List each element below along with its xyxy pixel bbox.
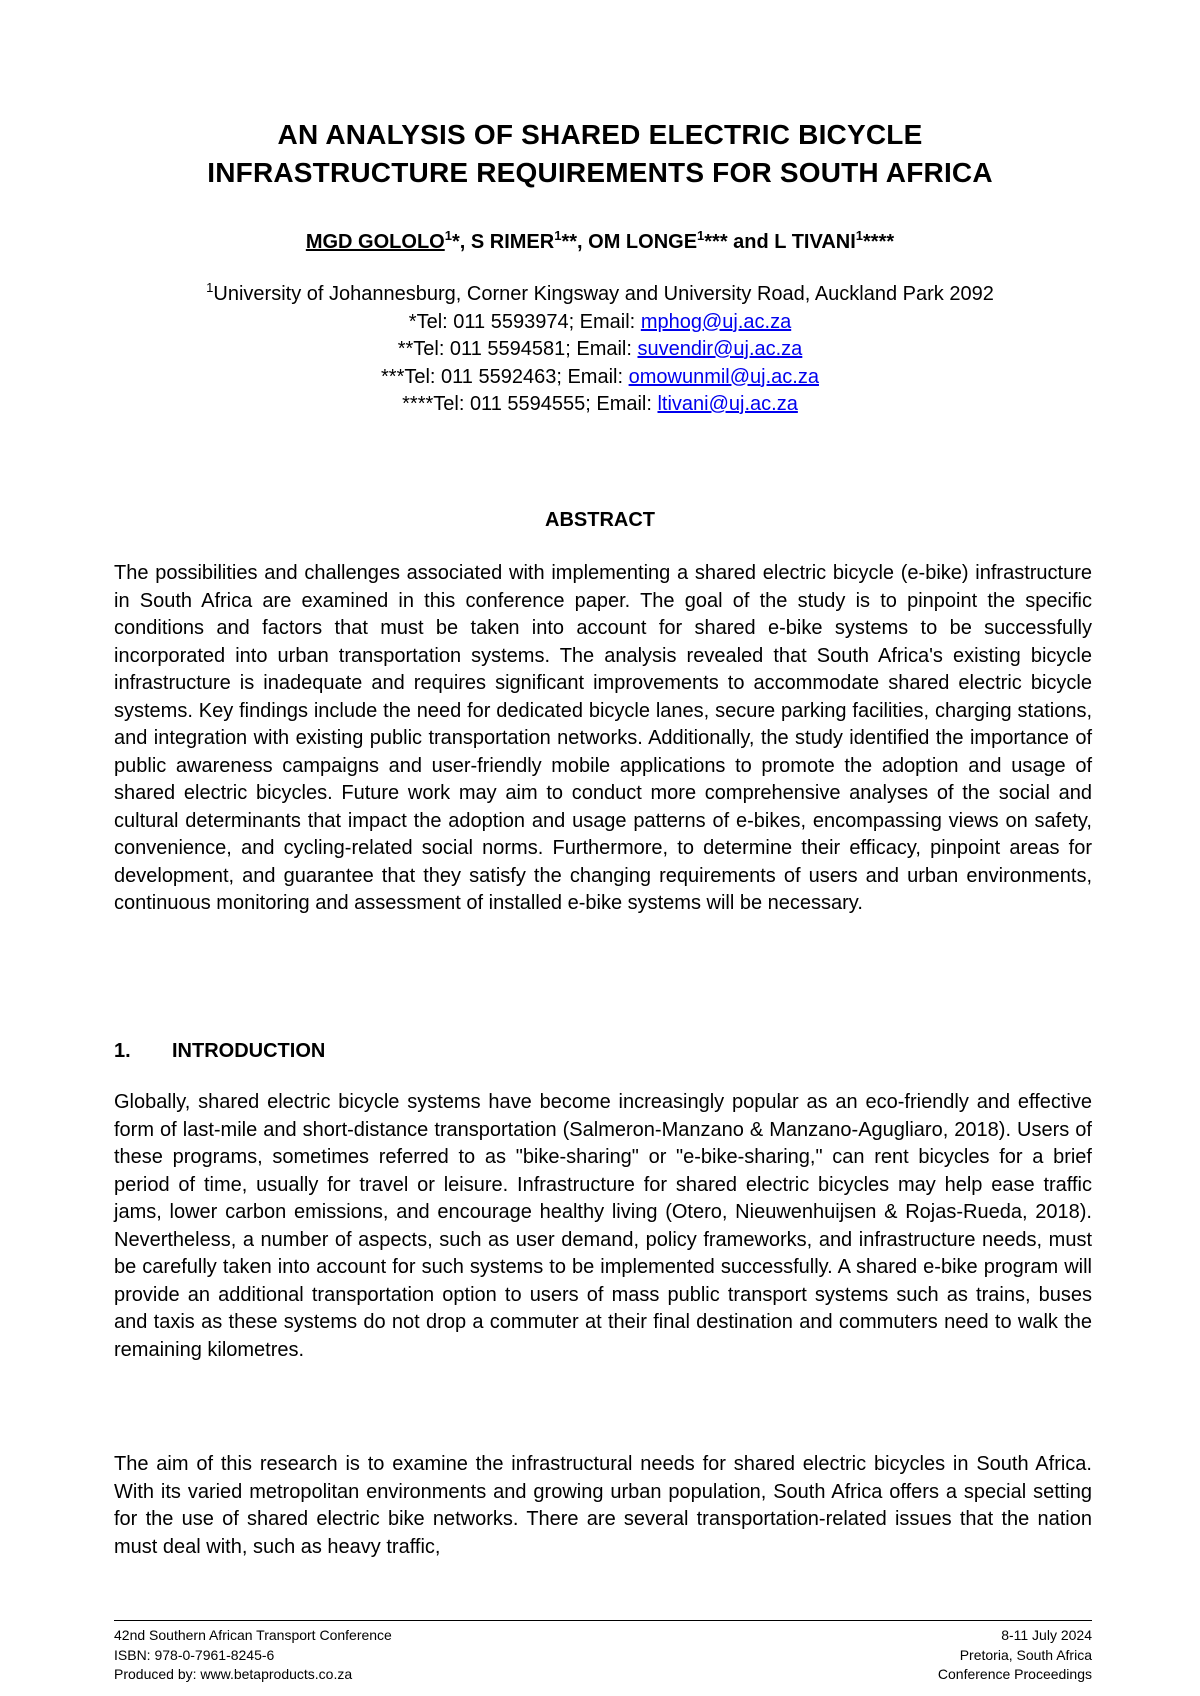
abstract-heading: ABSTRACT xyxy=(545,509,655,531)
contact-phone: ***Tel: 011 5592463; Email: xyxy=(381,365,629,388)
footer-isbn: ISBN: 978-0-7961-8245-6 xyxy=(114,1646,275,1663)
section-number: 1. xyxy=(114,1040,131,1062)
footer-location: Pretoria, South Africa xyxy=(959,1646,1092,1663)
email-link[interactable]: suvendir@uj.ac.za xyxy=(637,338,803,360)
contact-phone: *Tel: 011 5593974; Email: xyxy=(408,310,641,333)
title-line-2: INFRASTRUCTURE REQUIREMENTS FOR SOUTH AFRICA xyxy=(207,157,993,188)
affiliation-text: University of Johannesburg, Corner Kingsway and University Road, Auckland Park 2092 xyxy=(213,283,994,305)
author-marks: **** xyxy=(863,231,895,253)
affiliation-number: 1 xyxy=(206,280,214,295)
email-link[interactable]: omowunmil@uj.ac.za xyxy=(628,365,819,388)
section-heading-introduction xyxy=(114,1038,325,1064)
contact-phone: **Tel: 011 5594581; Email: xyxy=(397,338,638,360)
introduction-paragraph-1: Globally, shared electric bicycle systems have become increasingly popular as an eco-friendly and effective form of last-mile and short-distance transportation (Salmeron-Manzano & Manzano-Agugliaro, 2018). Users of these programs, sometimes referred to as "bike-sharing" or "e-bike-sharing," can rent bicycles for a brief period of time, usually for travel or leisure. Infrastructure for shared electric bicycles may help ease traffic jams, lower carbon emissions, and encourage healthy living (Otero, Nieuwenhuijsen & Rojas-Rueda, 2018). Nevertheless, a number of aspects, such as user demand, policy frameworks, and infrastructure needs, must be carefully taken into account for such systems to be implemented successfully. A shared e-bike program will provide an additional transportation option to users of mass public transport systems such as trains, buses and taxis as these systems do not drop a commuter at their final destination and commuters need to walk the remaining kilometres. xyxy=(114,1091,1092,1361)
introduction-paragraph-2: The aim of this research is to examine the infrastructural needs for shared electric bicycles in South Africa. With its varied metropolitan environments and growing urban population, South Africa offers a special setting for the use of shared electric bike networks. There are several transportation-related issues that the nation must deal with, such as heavy traffic, xyxy=(114,1453,1092,1558)
author-name: L TIVANI xyxy=(774,231,856,253)
contact-line xyxy=(0,336,1200,364)
contact-line xyxy=(0,391,1200,419)
author-name: S RIMER xyxy=(470,231,555,253)
title-line-1: AN ANALYSIS OF SHARED ELECTRIC BICYCLE xyxy=(277,119,923,150)
footer-proceedings: Conference Proceedings xyxy=(937,1666,1092,1682)
author-affiliation-mark: 1 xyxy=(697,228,705,243)
author-affiliation-mark: 1 xyxy=(855,228,864,243)
author-marks: **, xyxy=(561,231,589,253)
author-affiliation-mark: 1 xyxy=(554,228,562,243)
contact-phone: ****Tel: 011 5594555; Email: xyxy=(402,393,658,415)
author-affiliation-mark: 1 xyxy=(444,228,452,243)
footer-producer: Produced by: www.betaproducts.co.za xyxy=(114,1666,353,1682)
author-list xyxy=(0,229,1200,255)
contact-line xyxy=(0,309,1200,337)
author-name: MGD GOLOLO xyxy=(305,231,445,253)
author-marks: *** and xyxy=(704,231,775,253)
affiliation-block xyxy=(0,281,1200,419)
footer-divider xyxy=(114,1620,1092,1621)
email-link[interactable]: ltivani@uj.ac.za xyxy=(657,393,798,415)
footer-left xyxy=(114,1626,392,1685)
author-name: OM LONGE xyxy=(588,231,698,253)
footer-date: 8-11 July 2024 xyxy=(1001,1627,1092,1643)
abstract-text: The possibilities and challenges associated with implementing a shared electric bicycle (e-bike) infrastructure in South Africa are examined in this conference paper. The goal of the study is to pinpoint the specific conditions and factors that must be taken into account for shared e-bike systems to be successfully incorporated into urban transportation systems. The analysis revealed that South Africa's existing bicycle infrastructure is inadequate and requires significant improvements to accommodate shared electric bicycle systems. Key findings include the need for dedicated bicycle lanes, secure parking facilities, charging stations, and integration with existing public transportation networks. Additionally, the study identified the importance of public awareness campaigns and user-friendly mobile applications to promote the adoption and usage of shared electric bicycles. Future work may aim to conduct more comprehensive analyses of the social and cultural determinants that impact the adoption and usage patterns of e-bikes, encompassing views on safety, convenience, and cycling-related social norms. Furthermore, to determine their efficacy, pinpoint areas for development, and guarantee that they satisfy the changing requirements of users and urban environments, continuous monitoring and assessment of installed e-bike systems will be necessary. xyxy=(114,562,1092,914)
author-marks: *, xyxy=(451,231,471,253)
affiliation-line xyxy=(0,281,1200,309)
paper-title xyxy=(0,116,1200,192)
footer-conference: 42nd Southern African Transport Conference xyxy=(114,1627,392,1643)
footer-right xyxy=(938,1626,1092,1685)
section-title: INTRODUCTION xyxy=(172,1040,326,1062)
contact-line xyxy=(0,364,1200,392)
email-link[interactable]: mphog@uj.ac.za xyxy=(640,310,792,333)
